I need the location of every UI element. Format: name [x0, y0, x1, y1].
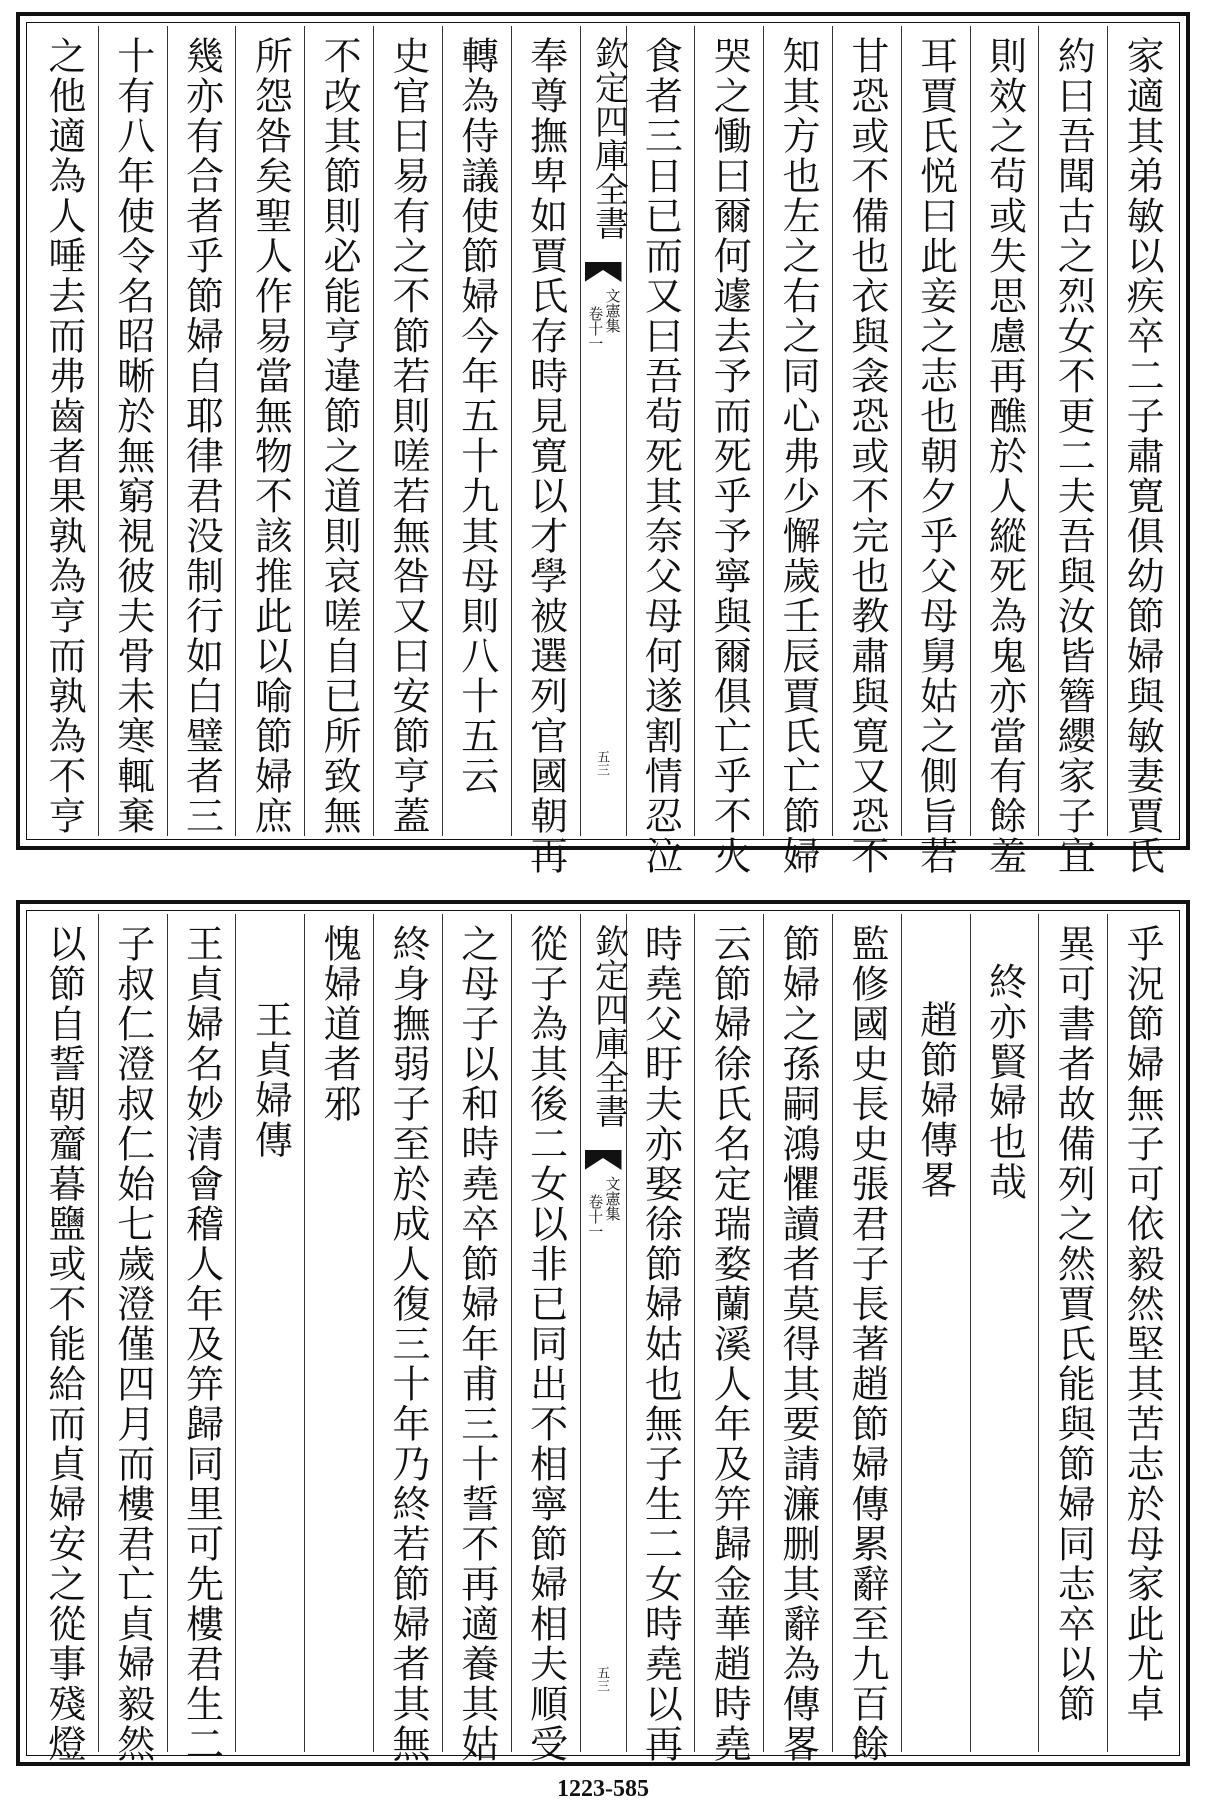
- text-column: [626, 26, 695, 876]
- text-column: [1107, 26, 1176, 876]
- text-column: [511, 26, 580, 876]
- column-text: 食者三日已而又曰吾茍死其奈父母何遂割情忍泣: [638, 36, 683, 876]
- juan-label: 卷十一: [586, 1194, 605, 1239]
- column-text: 史官曰易有之不節若則嗟若無咎又曰安節亨蓋: [385, 36, 430, 836]
- column-text: 從子為其後二女以非已同出不相寧節婦相夫順受: [523, 924, 568, 1764]
- text-column: [1107, 914, 1176, 1752]
- text-column: [901, 26, 970, 876]
- text-column: [98, 914, 167, 1764]
- bottom-text-columns: [30, 914, 1176, 1764]
- text-column: [970, 26, 1039, 876]
- column-text: 監修國史長史張君子長著趙節婦傳累辭至九百餘: [844, 924, 889, 1764]
- column-text: 約曰吾聞古之烈女不更二夫吾與汝皆簪纓家子宜: [1051, 36, 1096, 876]
- column-text: 不改其節則必能亨違節之道則哀嗟自已所致無: [317, 36, 362, 836]
- center-margin-column: [580, 914, 629, 1752]
- column-text: 轉為侍議使節婦今年五十九其母則八十五云: [454, 36, 499, 796]
- column-text: 十有八年使令名昭晰於無窮視彼夫骨未寒輒棄: [110, 36, 155, 836]
- leaf-number: 五三: [594, 750, 610, 776]
- text-column: [763, 26, 832, 876]
- collection-title: 文憲集: [603, 1176, 622, 1221]
- text-column: [30, 26, 98, 836]
- top-page-panel: [16, 12, 1190, 876]
- text-column: [1038, 914, 1107, 1752]
- text-column: [442, 914, 511, 1764]
- text-column: [901, 914, 970, 1752]
- column-text: 之母子以和時堯卒節婦年甫三十誓不再適養其姑: [454, 924, 499, 1764]
- text-column: [763, 914, 832, 1764]
- collection-title: 文憲集: [603, 288, 622, 333]
- top-text-columns: [30, 26, 1176, 876]
- juan-label: 卷十一: [586, 306, 605, 351]
- column-text: 幾亦有合者乎節婦自耶律君没制行如白璧者三: [179, 36, 224, 836]
- column-text: 以節自誓朝齏暮鹽或不能給而貞婦安之從事殘燈: [41, 924, 86, 1764]
- text-column: [235, 26, 304, 836]
- text-column: [694, 914, 763, 1764]
- text-column: [511, 914, 580, 1764]
- column-text: 王貞婦名妙清會稽人年及笄歸同里可先樓君生二: [179, 924, 224, 1764]
- text-column: [970, 914, 1039, 1752]
- text-column: [235, 914, 304, 1752]
- column-text: 所怨咎矣聖人作易當無物不該推此以喻節婦庶: [248, 36, 293, 836]
- text-column: [442, 26, 511, 836]
- column-text: 甘恐或不備也衣與衾恐或不完也教肅與寛又恐不: [844, 36, 889, 876]
- text-column: [694, 26, 763, 876]
- column-text: 知其方也左之右之同心弗少懈歲壬辰賈氏亡節婦: [776, 36, 821, 876]
- column-text: 終亦賢婦也哉: [982, 962, 1027, 1202]
- text-column: [304, 914, 373, 1752]
- fish-tail-mark-icon: [585, 1150, 622, 1170]
- book-title: 欽定四庫全書: [588, 924, 629, 1128]
- fish-tail-mark-icon: [585, 262, 622, 282]
- text-column: [30, 914, 98, 1764]
- column-text: 乎況節婦無子可依毅然堅其苦志於母家此尤卓: [1120, 924, 1165, 1724]
- column-text: 家適其弟敏以疾卒二子肅寛俱幼節婦與敏妻賈氏: [1120, 36, 1165, 876]
- text-column: [98, 26, 167, 836]
- text-column: [626, 914, 695, 1764]
- section-heading: 趙節婦傳畧: [913, 1000, 958, 1200]
- column-text: 云節婦徐氏名定瑞婺蘭溪人年及笄歸金華趙時堯: [707, 924, 752, 1764]
- text-column: [304, 26, 373, 836]
- text-column: [1038, 26, 1107, 876]
- text-column: [167, 914, 236, 1764]
- text-column: [373, 914, 442, 1764]
- column-text: 愧婦道者邪: [317, 924, 362, 1124]
- leaf-number: 五三: [594, 1666, 610, 1692]
- column-text: 子叔仁澄叔仁始七歲澄僅四月而樓君亡貞婦毅然: [110, 924, 155, 1764]
- column-text: 異可書者故備列之然賈氏能與節婦同志卒以節: [1051, 924, 1096, 1724]
- column-text: 節婦之孫嗣鴻懼讀者莫得其要請濂删其辭為傳畧: [776, 924, 821, 1764]
- text-column: [832, 914, 901, 1764]
- text-column: [832, 26, 901, 876]
- column-text: 耳賈氏悦曰此妾之志也朝夕乎父母舅姑之側旨若: [913, 36, 958, 876]
- column-text: 終身撫弱子至於成人復三十年乃終若節婦者其無: [385, 924, 430, 1764]
- column-text: 之他適為人唾去而弗齒者果孰為亨而孰為不亨: [41, 36, 86, 836]
- bottom-page-panel: [16, 900, 1190, 1766]
- section-heading: 王貞婦傳: [248, 1000, 293, 1160]
- column-text: 哭之慟曰爾何遽去予而死乎予寧與爾俱亡乎不火: [707, 36, 752, 876]
- page-number: 1223-585: [557, 1776, 649, 1802]
- column-text: 奉尊撫卑如賈氏存時見寛以才學被選列官國朝再: [523, 36, 568, 876]
- text-column: [373, 26, 442, 836]
- text-column: [167, 26, 236, 836]
- book-title: 欽定四庫全書: [588, 36, 629, 240]
- column-text: 則效之茍或失思慮再醮於人縱死為鬼亦當有餘羞: [982, 36, 1027, 876]
- column-text: 時堯父盱夫亦娶徐節婦姑也無子生二女時堯以再: [638, 924, 683, 1764]
- center-margin-column: [580, 26, 629, 836]
